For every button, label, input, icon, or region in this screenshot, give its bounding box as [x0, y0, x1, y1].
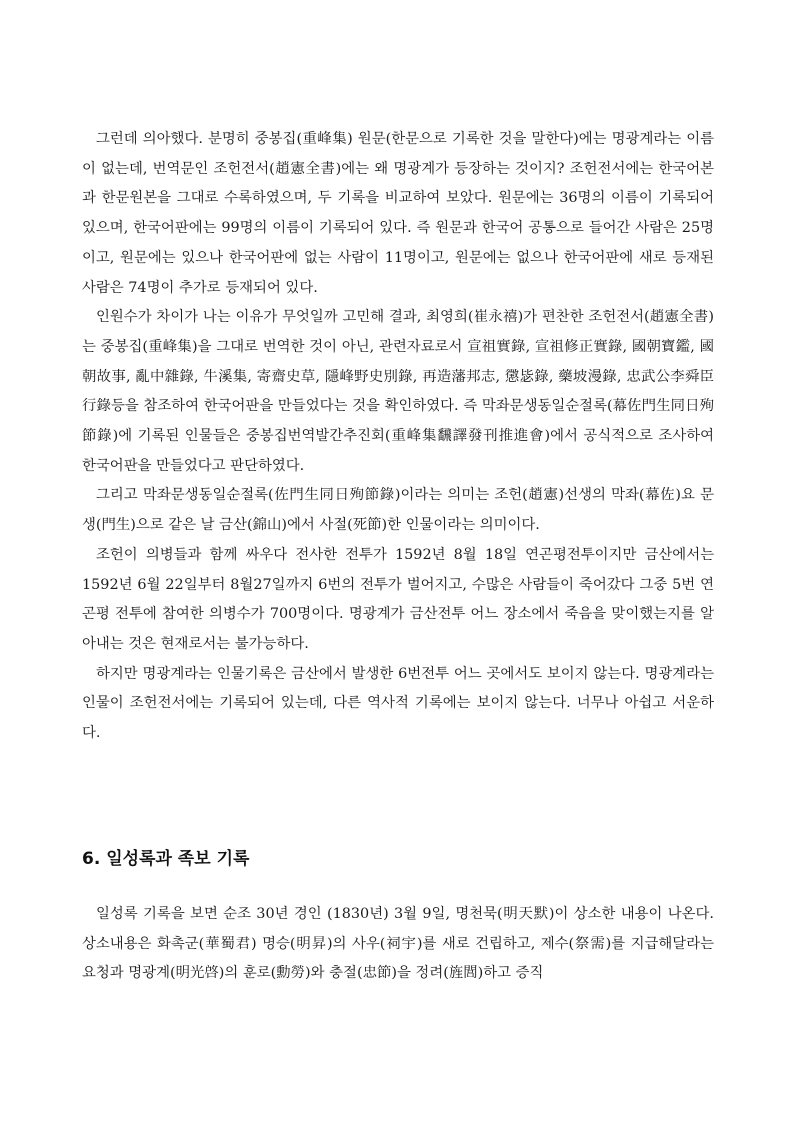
section-heading: 6. 일성록과 족보 기록 [82, 849, 250, 869]
paragraph-meaning: 그리고 막좌문생동일순절록(佐門生同日殉節錄)이라는 의미는 조헌(趙憲)선생의 막좌(幕佐)요 문생(門生)으로 같은 날 금산(錦山)에서 사절(死節)한 인물이라는 의미이다. [82, 487, 714, 534]
paragraph-ilseongnok: 일성록 기록을 보면 순조 30년 경인 (1830년) 3월 9일, 명천묵(明天默)이 상소한 내용이 나온다. 상소내용은 화촉군(華蜀君) 명승(明昇)의 사우(祠宇)를 새로 건립하고, 제수(祭需)를 지급해달라는 요청과 명광계(明光啓)의 훈로(勳勞)와 충절(忠節)을 정려(旌閭)하고 증직 [82, 906, 714, 982]
paragraph-sources: 인원수가 차이가 나는 이유가 무엇일까 고민해 결과, 최영희(崔永禧)가 편찬한 조헌전서(趙憲全書)는 중봉집(重峰集)을 그대로 번역한 것이 아닌, 관련자료로서 宣祖實錄, 宣祖修正實錄, 國朝寶鑑, 國朝故事, 亂中雜錄, 牛溪集, 寄齋史草, 隱峰野史別錄, 再造藩邦志, 懲毖錄, 藥坡漫錄, 忠武公李舜臣行錄등을 참조하여 한국어판을 만들었다는 것을 확인하였다. 즉 막좌문생동일순절록(幕佐門生同日殉節錄)에 기록된 인물들은 중봉집번역발간추진회(重峰集飜譯發刊推進會)에서 공식적으로 조사하여 한국어판을 만들었다고 판단하였다. [82, 309, 714, 474]
paragraph-battle: 조헌이 의병들과 함께 싸우다 전사한 전투가 1592년 8월 18일 연곤평전투이지만 금산에서는 1592년 6월 22일부터 8월27일까지 6번의 전투가 벌어지고, 수많은 사람들이 죽어갔다 그중 5번 연곤평 전투에 참여한 의병수가 700명이다. 명광계가 금산전투 어느 장소에서 죽음을 맞이했는지를 알아내는 것은 현재로서는 불가능하다. [82, 546, 714, 652]
paragraph-discrepancy: 그런데 의아했다. 분명히 중봉집(重峰集) 원문(한문으로 기록한 것을 말한다)에는 명광계라는 이름이 없는데, 번역문인 조헌전서(趙憲全書)에는 왜 명광계가 등장하는 것이지? 조헌전서에는 한국어본과 한문원본을 그대로 수록하였으며, 두 기록을 비교하여 보았다. 원문에는 36명의 이름이 기록되어 있으며, 한국어판에는 99명의 이름이 기록되어 있다. 즉 원문과 한국어 공통으로 들어간 사람은 25명이고, 원문에는 있으나 한국어판에 없는 사람이 11명이고, 원문에는 없으나 한국어판에 새로 등재된 사람은 74명이 추가로 등재되어 있다. [82, 131, 714, 296]
body-text-upper [82, 125, 714, 749]
body-text-lower [82, 900, 714, 989]
paragraph-conclusion: 하지만 명광계라는 인물기록은 금산에서 발생한 6번전투 어느 곳에서도 보이지 않는다. 명광계라는 인물이 조헌전서에는 기록되어 있는데, 다른 역사적 기록에는 보이지 않는다. 너무나 아쉽고 서운하다. [82, 665, 714, 742]
